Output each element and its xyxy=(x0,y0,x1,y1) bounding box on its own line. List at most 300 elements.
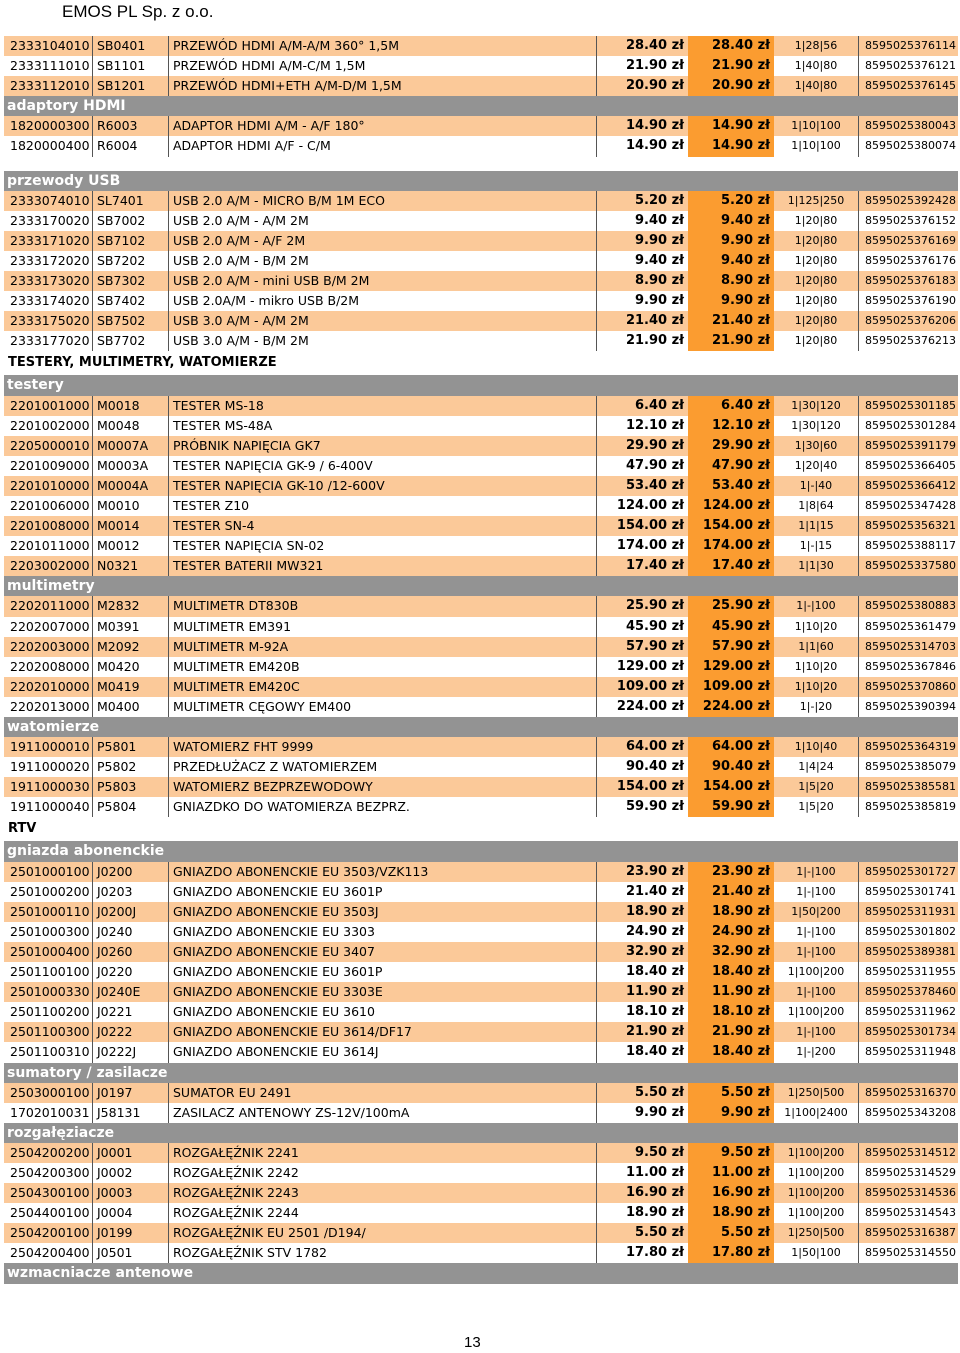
product-name: ROZGAŁĘŹNIK 2241 xyxy=(168,1143,596,1163)
product-price-highlight: 24.90 zł xyxy=(688,922,774,942)
product-price: 154.00 zł xyxy=(596,516,688,536)
product-name: TESTER NAPIĘCIA SN-02 xyxy=(168,536,596,556)
ean-code: 8595025376121 xyxy=(858,56,958,76)
product-sku: J0240E xyxy=(92,982,168,1002)
product-name: GNIAZDO ABONENCKIE EU 3601P xyxy=(168,882,596,902)
ean-code: 8595025385079 xyxy=(858,757,958,777)
packaging-quantities: 1|5|20 xyxy=(798,780,834,794)
product-price-highlight: 16.90 zł xyxy=(688,1183,774,1203)
product-name: USB 2.0 A/M - MICRO B/M 1M ECO xyxy=(168,191,596,211)
product-price-highlight: 174.00 zł xyxy=(688,536,774,556)
subcategory-header: adaptory HDMI xyxy=(4,96,958,116)
product-code: 2333171020 xyxy=(10,232,90,248)
product-price: 47.90 zł xyxy=(596,456,688,476)
product-price: 18.40 zł xyxy=(596,962,688,982)
product-price: 224.00 zł xyxy=(596,697,688,717)
product-price: 11.00 zł xyxy=(596,1163,688,1183)
product-sku: J0001 xyxy=(92,1143,168,1163)
product-price-highlight: 21.90 zł xyxy=(688,56,774,76)
product-price-highlight: 57.90 zł xyxy=(688,637,774,657)
product-price-highlight: 18.90 zł xyxy=(688,902,774,922)
product-price: 64.00 zł xyxy=(596,737,688,757)
product-code: 1911000030 xyxy=(10,779,90,795)
packaging-quantities: 1|100|200 xyxy=(787,1206,845,1220)
packaging-quantities: 1|28|56 xyxy=(794,39,838,52)
product-row xyxy=(4,536,958,556)
packaging-quantities: 1|20|80 xyxy=(794,274,838,288)
packaging-quantities: 1|10|100 xyxy=(791,139,841,153)
product-name: GNIAZDO ABONENCKIE EU 3303 xyxy=(168,922,596,942)
ean-code: 8595025366412 xyxy=(858,476,958,496)
product-row xyxy=(4,596,958,616)
product-code: 2202011000 xyxy=(10,598,90,614)
product-code: 2333175020 xyxy=(10,313,90,329)
product-row xyxy=(4,982,958,1002)
product-row xyxy=(4,657,958,677)
product-row xyxy=(4,697,958,717)
product-sku: SB7302 xyxy=(92,271,168,291)
product-row xyxy=(4,1042,958,1062)
product-sku: J0222 xyxy=(92,1022,168,1042)
product-sku: J0220 xyxy=(92,962,168,982)
product-price-highlight: 11.90 zł xyxy=(688,982,774,1002)
ean-code: 8595025389381 xyxy=(858,942,958,962)
product-name: TESTER MS-48A xyxy=(168,416,596,436)
product-name: ROZGAŁĘŹNIK STV 1782 xyxy=(168,1243,596,1263)
product-name: TESTER BATERII MW321 xyxy=(168,556,596,576)
product-name: USB 2.0A/M - mikro USB B/2M xyxy=(168,291,596,311)
product-code: 2333172020 xyxy=(10,252,90,268)
product-price-highlight: 25.90 zł xyxy=(688,596,774,616)
product-row xyxy=(4,1183,958,1203)
packaging-quantities: 1|10|20 xyxy=(794,679,838,693)
product-sku: J0222J xyxy=(92,1042,168,1062)
product-price: 57.90 zł xyxy=(596,637,688,657)
product-price-highlight: 45.90 zł xyxy=(688,617,774,637)
product-row xyxy=(4,677,958,697)
product-price-highlight: 18.40 zł xyxy=(688,1042,774,1062)
product-name: ROZGAŁĘŹNIK 2244 xyxy=(168,1203,596,1223)
product-name: GNIAZDO ABONENCKIE EU 3601P xyxy=(168,962,596,982)
product-sku: M2092 xyxy=(92,637,168,657)
product-code: 1911000020 xyxy=(10,759,90,775)
product-row xyxy=(4,1223,958,1243)
ean-code: 8595025314512 xyxy=(858,1143,958,1163)
product-price: 18.40 zł xyxy=(596,1042,688,1062)
ean-code: 8595025316370 xyxy=(858,1083,958,1103)
product-sku: M0391 xyxy=(92,617,168,637)
section-header: RTV xyxy=(8,821,37,837)
ean-code: 8595025314536 xyxy=(858,1183,958,1203)
product-name: ROZGAŁĘŹNIK EU 2501 /D194/ xyxy=(168,1223,596,1243)
product-row xyxy=(4,1002,958,1022)
product-code: 2205000010 xyxy=(10,437,90,453)
packaging-quantities: 1|-|100 xyxy=(796,1025,836,1039)
ean-code: 8595025347428 xyxy=(858,496,958,516)
packaging-quantities: 1|20|80 xyxy=(794,334,838,348)
subcategory-header: gniazda abonenckie xyxy=(4,841,958,861)
product-code: 2333074010 xyxy=(10,192,90,208)
packaging-quantities: 1|10|100 xyxy=(791,119,841,133)
product-sku: M0004A xyxy=(92,476,168,496)
packaging-quantities: 1|250|500 xyxy=(787,1085,845,1099)
product-row xyxy=(4,1163,958,1183)
ean-code: 8595025311948 xyxy=(858,1042,958,1062)
product-price: 124.00 zł xyxy=(596,496,688,516)
product-sku: J0221 xyxy=(92,1002,168,1022)
product-row xyxy=(4,922,958,942)
product-price: 9.40 zł xyxy=(596,211,688,231)
packaging-quantities: 1|40|80 xyxy=(794,59,838,73)
product-price-highlight: 6.40 zł xyxy=(688,396,774,416)
product-price-highlight: 17.40 zł xyxy=(688,556,774,576)
product-price-highlight: 129.00 zł xyxy=(688,657,774,677)
product-sku: M0003A xyxy=(92,456,168,476)
product-code: 2333174020 xyxy=(10,293,90,309)
product-code: 2501000200 xyxy=(10,883,90,899)
packaging-quantities: 1|-|40 xyxy=(799,478,833,492)
product-row xyxy=(4,777,958,797)
product-row xyxy=(4,271,958,291)
ean-code: 8595025316387 xyxy=(858,1223,958,1243)
product-code: 2333111010 xyxy=(10,58,90,74)
product-code: 2202010000 xyxy=(10,678,90,694)
product-row xyxy=(4,556,958,576)
product-name: MULTIMETR DT830B xyxy=(168,596,596,616)
product-price: 5.50 zł xyxy=(596,1083,688,1103)
product-code: 2501100310 xyxy=(10,1044,90,1060)
product-code: 2501000400 xyxy=(10,943,90,959)
product-name: PRZEWÓD HDMI+ETH A/M-D/M 1,5M xyxy=(168,76,596,96)
product-sku: M0007A xyxy=(92,436,168,456)
product-sku: J0501 xyxy=(92,1243,168,1263)
product-code: 2201001000 xyxy=(10,397,90,413)
product-price: 45.90 zł xyxy=(596,617,688,637)
product-code: 2333112010 xyxy=(10,78,90,94)
product-price: 9.40 zł xyxy=(596,251,688,271)
product-name: GNIAZDO ABONENCKIE EU 3503J xyxy=(168,902,596,922)
packaging-quantities: 1|100|200 xyxy=(787,1186,845,1200)
product-name: MULTIMETR CĘGOWY EM400 xyxy=(168,697,596,717)
product-price-highlight: 59.90 zł xyxy=(688,797,774,817)
product-price: 21.40 zł xyxy=(596,882,688,902)
ean-code: 8595025367846 xyxy=(858,657,958,677)
product-name: PRZEDŁUŻACZ Z WATOMIERZEM xyxy=(168,757,596,777)
product-price: 53.40 zł xyxy=(596,476,688,496)
product-code: 2504300100 xyxy=(10,1185,90,1201)
product-price-highlight: 29.90 zł xyxy=(688,436,774,456)
product-name: GNIAZDO ABONENCKIE EU 3614/DF17 xyxy=(168,1022,596,1042)
product-name: USB 2.0 A/M - A/M 2M xyxy=(168,211,596,231)
product-price-highlight: 109.00 zł xyxy=(688,677,774,697)
product-sku: J58131 xyxy=(92,1103,168,1123)
product-row xyxy=(4,496,958,516)
product-sku: M0010 xyxy=(92,496,168,516)
product-name: USB 2.0 A/M - A/F 2M xyxy=(168,231,596,251)
product-price: 90.40 zł xyxy=(596,757,688,777)
product-price-highlight: 5.50 zł xyxy=(688,1223,774,1243)
product-row xyxy=(4,942,958,962)
price-list-table xyxy=(4,36,958,1284)
packaging-quantities: 1|30|120 xyxy=(791,418,841,432)
product-row xyxy=(4,902,958,922)
product-price: 129.00 zł xyxy=(596,657,688,677)
product-row xyxy=(4,396,958,416)
packaging-quantities: 1|50|100 xyxy=(791,1246,841,1260)
product-name: GNIAZDO ABONENCKIE EU 3303E xyxy=(168,982,596,1002)
packaging-quantities: 1|10|20 xyxy=(794,619,838,633)
product-code: 2333104010 xyxy=(10,38,90,53)
product-price-highlight: 21.40 zł xyxy=(688,311,774,331)
product-sku: R6003 xyxy=(92,116,168,136)
product-row xyxy=(4,617,958,637)
packaging-quantities: 1|100|200 xyxy=(787,1145,845,1159)
product-price-highlight: 11.00 zł xyxy=(688,1163,774,1183)
ean-code: 8595025361479 xyxy=(858,617,958,637)
product-sku: M0048 xyxy=(92,416,168,436)
product-name: GNIAZDO ABONENCKIE EU 3610 xyxy=(168,1002,596,1022)
product-price-highlight: 224.00 zł xyxy=(688,697,774,717)
ean-code: 8595025392428 xyxy=(858,191,958,211)
product-price-highlight: 53.40 zł xyxy=(688,476,774,496)
product-name: MULTIMETR M-92A xyxy=(168,637,596,657)
ean-code: 8595025314550 xyxy=(858,1243,958,1263)
product-row xyxy=(4,456,958,476)
product-code: 2333170020 xyxy=(10,212,90,228)
product-name: USB 2.0 A/M - B/M 2M xyxy=(168,251,596,271)
product-name: SUMATOR EU 2491 xyxy=(168,1083,596,1103)
product-row xyxy=(4,251,958,271)
product-name: WATOMIERZ FHT 9999 xyxy=(168,737,596,757)
ean-code: 8595025376152 xyxy=(858,211,958,231)
product-sku: SB1101 xyxy=(92,56,168,76)
product-code: 2202008000 xyxy=(10,658,90,674)
product-row xyxy=(4,291,958,311)
product-code: 2504200300 xyxy=(10,1164,90,1180)
product-name: TESTER MS-18 xyxy=(168,396,596,416)
product-code: 2201009000 xyxy=(10,457,90,473)
product-sku: M0012 xyxy=(92,536,168,556)
packaging-quantities: 1|-|100 xyxy=(796,599,836,613)
ean-code: 8595025376213 xyxy=(858,331,958,351)
product-code: 2201011000 xyxy=(10,538,90,554)
product-row xyxy=(4,637,958,657)
packaging-quantities: 1|1|60 xyxy=(798,639,834,653)
subcategory-header: multimetry xyxy=(4,576,958,596)
product-code: 2202003000 xyxy=(10,638,90,654)
product-sku: J0003 xyxy=(92,1183,168,1203)
product-row xyxy=(4,516,958,536)
product-price: 109.00 zł xyxy=(596,677,688,697)
packaging-quantities: 1|-|100 xyxy=(796,985,836,999)
product-name: MULTIMETR EM391 xyxy=(168,617,596,637)
product-sku: J0260 xyxy=(92,942,168,962)
packaging-quantities: 1|20|80 xyxy=(794,233,838,247)
product-code: 2333177020 xyxy=(10,333,90,349)
ean-code: 8595025301734 xyxy=(858,1022,958,1042)
ean-code: 8595025311962 xyxy=(858,1002,958,1022)
product-price: 5.20 zł xyxy=(596,191,688,211)
subcategory-header: rozgałęziacze xyxy=(4,1123,958,1143)
packaging-quantities: 1|100|200 xyxy=(787,1005,845,1019)
product-row xyxy=(4,1143,958,1163)
ean-code: 8595025301185 xyxy=(858,396,958,416)
ean-code: 8595025380043 xyxy=(858,116,958,136)
product-row xyxy=(4,737,958,757)
product-price: 11.90 zł xyxy=(596,982,688,1002)
product-code: 2504200100 xyxy=(10,1225,90,1241)
product-price: 174.00 zł xyxy=(596,536,688,556)
ean-code: 8595025314703 xyxy=(858,637,958,657)
spacer xyxy=(4,157,958,171)
product-code: 2501100100 xyxy=(10,964,90,980)
packaging-quantities: 1|-|200 xyxy=(796,1045,836,1059)
product-name: GNIAZDO ABONENCKIE EU 3503/VZK113 xyxy=(168,862,596,882)
product-sku: SB0401 xyxy=(92,36,168,56)
product-row xyxy=(4,1203,958,1223)
packaging-quantities: 1|20|80 xyxy=(794,253,838,267)
product-code: 2503000100 xyxy=(10,1084,90,1100)
product-sku: SB7202 xyxy=(92,251,168,271)
product-price: 25.90 zł xyxy=(596,596,688,616)
ean-code: 8595025376169 xyxy=(858,231,958,251)
product-price: 24.90 zł xyxy=(596,922,688,942)
product-price: 32.90 zł xyxy=(596,942,688,962)
product-sku: J0200J xyxy=(92,902,168,922)
product-price-highlight: 9.90 zł xyxy=(688,291,774,311)
product-price-highlight: 90.40 zł xyxy=(688,757,774,777)
ean-code: 8595025376183 xyxy=(858,271,958,291)
product-name: ADAPTOR HDMI A/M - A/F 180° xyxy=(168,116,596,136)
product-code: 2501000300 xyxy=(10,923,90,939)
product-price: 18.90 zł xyxy=(596,1203,688,1223)
packaging-quantities: 1|-|20 xyxy=(799,699,833,713)
packaging-quantities: 1|-|15 xyxy=(799,539,833,553)
ean-code: 8595025376145 xyxy=(858,76,958,96)
product-price: 18.90 zł xyxy=(596,902,688,922)
product-price-highlight: 154.00 zł xyxy=(688,516,774,536)
product-row xyxy=(4,331,958,351)
packaging-quantities: 1|40|80 xyxy=(794,79,838,93)
packaging-quantities: 1|30|60 xyxy=(794,438,838,452)
product-code: 2501000100 xyxy=(10,863,90,879)
ean-code: 8595025301741 xyxy=(858,882,958,902)
product-price-highlight: 9.90 zł xyxy=(688,231,774,251)
product-price-highlight: 28.40 zł xyxy=(688,36,774,56)
product-price: 8.90 zł xyxy=(596,271,688,291)
product-name: PRZEWÓD HDMI A/M-A/M 360° 1,5M xyxy=(168,36,596,56)
ean-code: 8595025388117 xyxy=(858,536,958,556)
ean-code: 8595025376206 xyxy=(858,311,958,331)
product-name: TESTER Z10 xyxy=(168,496,596,516)
product-row xyxy=(4,191,958,211)
product-price: 17.40 zł xyxy=(596,556,688,576)
ean-code: 8595025385819 xyxy=(858,797,958,817)
packaging-quantities: 1|10|40 xyxy=(794,740,838,754)
product-price-highlight: 23.90 zł xyxy=(688,862,774,882)
product-price-highlight: 20.90 zł xyxy=(688,76,774,96)
product-price-highlight: 18.40 zł xyxy=(688,962,774,982)
packaging-quantities: 1|-|100 xyxy=(796,944,836,958)
product-sku: P5803 xyxy=(92,777,168,797)
product-name: PRÓBNIK NAPIĘCIA GK7 xyxy=(168,436,596,456)
product-name: ROZGAŁĘŹNIK 2242 xyxy=(168,1163,596,1183)
ean-code: 8595025364319 xyxy=(858,737,958,757)
product-price-highlight: 64.00 zł xyxy=(688,737,774,757)
ean-code: 8595025301284 xyxy=(858,416,958,436)
product-price: 9.90 zł xyxy=(596,231,688,251)
packaging-quantities: 1|-|100 xyxy=(796,864,836,878)
product-sku: M2832 xyxy=(92,596,168,616)
product-price-highlight: 32.90 zł xyxy=(688,942,774,962)
page-number: 13 xyxy=(464,1334,481,1351)
product-row xyxy=(4,1022,958,1042)
product-price-highlight: 18.90 zł xyxy=(688,1203,774,1223)
packaging-quantities: 1|250|500 xyxy=(787,1226,845,1240)
product-row xyxy=(4,797,958,817)
product-code: 2501000330 xyxy=(10,984,90,1000)
packaging-quantities: 1|50|200 xyxy=(791,904,841,918)
product-row xyxy=(4,476,958,496)
product-name: GNIAZDO ABONENCKIE EU 3407 xyxy=(168,942,596,962)
product-price: 16.90 zł xyxy=(596,1183,688,1203)
product-sku: SB1201 xyxy=(92,76,168,96)
packaging-quantities: 1|-|100 xyxy=(796,924,836,938)
product-row xyxy=(4,231,958,251)
product-price-highlight: 14.90 zł xyxy=(688,136,774,156)
ean-code: 8595025366405 xyxy=(858,456,958,476)
product-price-highlight: 154.00 zł xyxy=(688,777,774,797)
product-code: 1702010031 xyxy=(10,1104,90,1120)
ean-code: 8595025370860 xyxy=(858,677,958,697)
product-price: 9.90 zł xyxy=(596,1103,688,1123)
product-code: 1911000040 xyxy=(10,799,90,815)
product-name: TESTER NAPIĘCIA GK-9 / 6-400V xyxy=(168,456,596,476)
product-price-highlight: 5.50 zł xyxy=(688,1083,774,1103)
product-sku: SB7402 xyxy=(92,291,168,311)
ean-code: 8595025311955 xyxy=(858,962,958,982)
product-row xyxy=(4,56,958,76)
packaging-quantities: 1|20|80 xyxy=(794,213,838,227)
product-name: PRZEWÓD HDMI A/M-C/M 1,5M xyxy=(168,56,596,76)
product-sku: J0004 xyxy=(92,1203,168,1223)
ean-code: 8595025314529 xyxy=(858,1163,958,1183)
product-name: TESTER NAPIĘCIA GK-10 /12-600V xyxy=(168,476,596,496)
product-code: 1911000010 xyxy=(10,739,90,755)
ean-code: 8595025337580 xyxy=(858,556,958,576)
product-sku: M0014 xyxy=(92,516,168,536)
product-name: USB 3.0 A/M - B/M 2M xyxy=(168,331,596,351)
product-row xyxy=(4,311,958,331)
product-code: 2201008000 xyxy=(10,518,90,534)
product-sku: R6004 xyxy=(92,136,168,156)
ean-code: 8595025311931 xyxy=(858,902,958,922)
product-sku: SB7502 xyxy=(92,311,168,331)
product-sku: N0321 xyxy=(92,556,168,576)
product-sku: M0018 xyxy=(92,396,168,416)
company-header: EMOS PL Sp. z o.o. xyxy=(62,2,214,21)
product-row xyxy=(4,757,958,777)
product-row xyxy=(4,1103,958,1123)
product-price-highlight: 17.80 zł xyxy=(688,1243,774,1263)
product-name: USB 3.0 A/M - A/M 2M xyxy=(168,311,596,331)
product-sku: SB7702 xyxy=(92,331,168,351)
packaging-quantities: 1|8|64 xyxy=(798,498,834,512)
subcategory-header: watomierze xyxy=(4,717,958,737)
product-name: WATOMIERZ BEZPRZEWODOWY xyxy=(168,777,596,797)
product-price: 29.90 zł xyxy=(596,436,688,456)
product-code: 2504200400 xyxy=(10,1245,90,1261)
